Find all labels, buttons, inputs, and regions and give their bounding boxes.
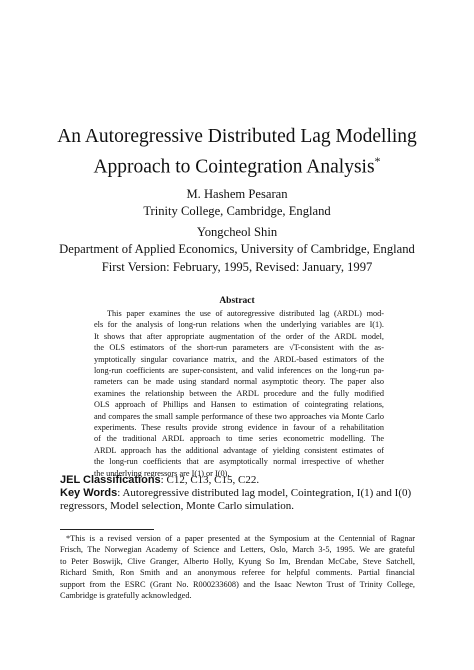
author-name: M. Hashem Pesaran — [186, 187, 288, 201]
footnote-line: Richard Smith, Ron Smith and an anonymous referee for helpful comments. Partial financial — [60, 568, 415, 578]
abstract-line: the underlying regressors are I(1) or I(0). — [94, 468, 230, 478]
abstract-line: This paper examines the use of autoregressive distributed lag (ARDL) mod- — [107, 309, 384, 318]
author-1 — [0, 186, 474, 220]
version-line: First Version: February, 1995, Revised: January, 1997 — [101, 260, 373, 274]
keywords-label: Key Words — [60, 487, 118, 499]
keywords-text: : Autoregressive distributed lag model, Cointegration, I(1) and I(0) — [117, 487, 412, 499]
jel-label: JEL Classifications — [60, 474, 161, 486]
abstract-line: ARDL approach has the additional advantage of yielding consistent estimates of — [94, 445, 384, 455]
abstract-line: and compares the small sample performance of these two approaches via Monte Carlo — [94, 411, 384, 421]
keywords-line-2: regressors, Model selection, Monte Carlo simulation. — [60, 500, 295, 512]
abstract-heading: Abstract — [219, 296, 255, 306]
author-name: Yongcheol Shin — [196, 225, 278, 239]
abstract-line: ymptotically singular covariance matrix, and the ARDL-based estimators of the — [94, 354, 384, 364]
footnote-line: Cambridge is gratefully acknowledged. — [60, 591, 192, 601]
title-line-2: Approach to Cointegration Analysis — [93, 156, 375, 178]
footnote — [60, 533, 415, 601]
abstract-line: It shows that after appropriate augmentation of the order of the ARDL model, — [94, 331, 384, 341]
footnote-rule — [60, 529, 154, 530]
key-words — [60, 487, 412, 513]
keywords-line-1 — [60, 487, 412, 500]
title-line-1: An Autoregressive Distributed Lag Modelling — [57, 126, 417, 147]
abstract-body — [94, 308, 384, 479]
abstract-line: experiments. These results provide strong evidence in favour of a rehabilitation — [94, 423, 384, 433]
title-footnote-marker: * — [374, 154, 381, 168]
jel-classifications — [60, 474, 259, 487]
footnote-line: support from the ESRC (Grant No. R000233608) and the Isaac Newton Trust of Trinity College, — [60, 579, 415, 589]
abstract-line: the long-run coefficients that are asymptotically normal irrespective of whether — [94, 457, 384, 467]
abstract-line: of the traditional ARDL approach to time series econometric modelling. The — [94, 434, 384, 444]
author-2 — [0, 224, 474, 258]
author-affiliation: Trinity College, Cambridge, England — [143, 204, 331, 218]
abstract-line: examines the relationship between the ARDL procedure and the fully modified — [94, 388, 384, 398]
author-affiliation: Department of Applied Economics, University of Cambridge, England — [59, 242, 415, 256]
footnote-line: to Peter Boswijk, Clive Granger, Alberto Holly, Kyung So Im, Brendan McCabe, Steve Satchell, — [60, 556, 415, 566]
paper-title — [0, 124, 474, 180]
footnote-line: Frisch, The Norwegian Academy of Science and Letters, Oslo, March 3-5, 1995. We are grateful — [60, 545, 415, 555]
footnote-line: *This is a revised version of a paper presented at the Symposium at the Centennial of Ragnar — [66, 534, 415, 543]
abstract-line: the OLS estimators of the short-run parameters are √T-consistent with the as- — [94, 343, 384, 353]
abstract-line: OLS approach of Phillips and Hansen to estimation of cointegrating relations, — [94, 400, 384, 410]
abstract-line: long-run coefficients are super-consistent, and valid inferences on the long-run pa- — [94, 366, 384, 376]
abstract-line: els for the analysis of long-run relations when the underlying variables are I(1). — [94, 320, 384, 330]
abstract-line: rameters can be made using standard normal asymptotic theory. The paper also — [94, 377, 384, 387]
jel-value: : C12, C13, C15, C22. — [160, 474, 260, 486]
